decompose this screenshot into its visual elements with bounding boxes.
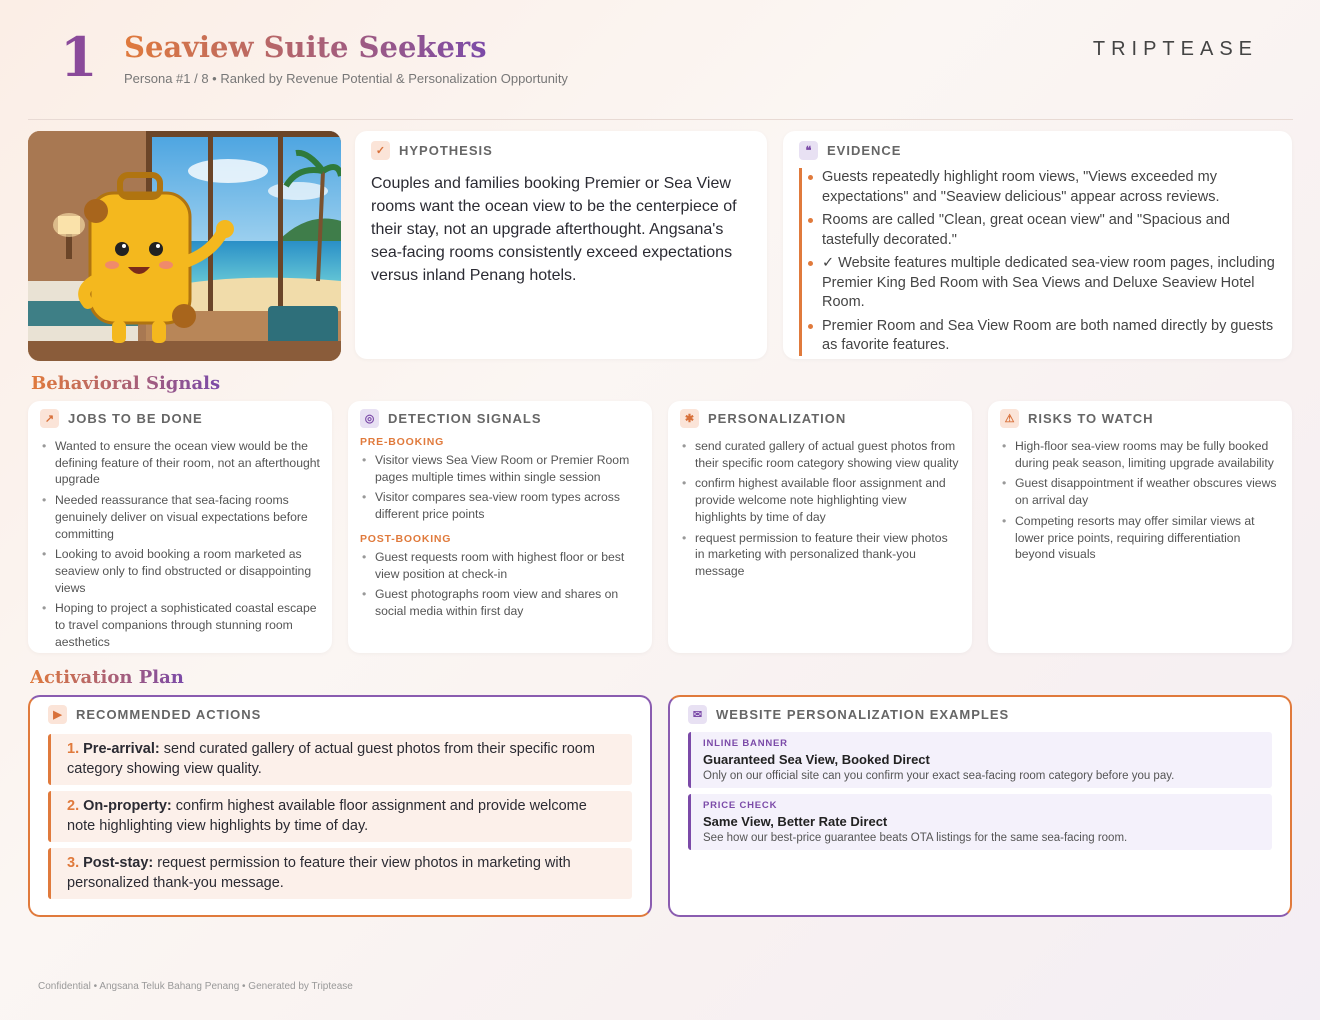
trend-arrow-icon: ↗ [40, 409, 59, 428]
examples-header [688, 705, 1272, 724]
list-item: • Visitor compares sea-view room types across different price points [360, 489, 640, 522]
recommended-actions-card [28, 695, 652, 917]
example-tag: PRICE CHECK [703, 800, 778, 811]
brand-logo: TRIPTEASE [1092, 38, 1258, 60]
persona-illustration [28, 131, 341, 361]
action-lead: On-property: [83, 798, 172, 814]
evidence-item: ✓ Website features multiple dedicated sea-view room pages, including Premier King Bed Room with Sea Views and Deluxe Seaview Hotel Room. [822, 254, 1276, 313]
hypothesis-header [371, 141, 751, 160]
evidence-item: Premier Room and Sea View Room are both named directly by guests as favorite features. [822, 317, 1276, 356]
list-item: • send curated gallery of actual guest photos from their specific room category showing view quality [680, 438, 960, 471]
list-item: • Guest disappointment if weather obscures views on arrival day [1000, 475, 1280, 508]
examples-label: WEBSITE PERSONALIZATION EXAMPLES [716, 707, 1010, 722]
personalization-card [668, 401, 972, 653]
page-header [0, 0, 1320, 120]
risks-list [1000, 438, 1280, 563]
list-item: • Wanted to ensure the ocean view would be the defining feature of their room, not an afterthought upgrade [40, 438, 320, 488]
example-item [688, 794, 1272, 850]
suitcase-mascot-image [28, 131, 341, 361]
header-divider [28, 119, 1293, 120]
hypothesis-label: HYPOTHESIS [399, 143, 493, 158]
example-item [688, 732, 1272, 788]
play-icon: ▶ [48, 705, 67, 724]
pre-booking-list [360, 452, 640, 523]
evidence-card [783, 131, 1292, 359]
jobs-header [40, 409, 320, 428]
risks-card [988, 401, 1292, 653]
example-title: Guaranteed Sea View, Booked Direct [703, 752, 930, 767]
jobs-label: JOBS TO BE DONE [68, 411, 203, 426]
target-icon: ◎ [360, 409, 379, 428]
action-number: 3. [67, 855, 80, 871]
actions-label: RECOMMENDED ACTIONS [76, 707, 262, 722]
action-item [48, 734, 632, 785]
action-text: send curated gallery of actual guest photos from their specific room category showing view quality. [67, 741, 595, 777]
action-text: request permission to feature their view photos in marketing with personalized thank-you message. [67, 855, 571, 891]
evidence-label: EVIDENCE [827, 143, 902, 158]
evidence-item: Rooms are called "Clean, great ocean view" and "Spacious and tastefully decorated." [822, 211, 1276, 250]
action-lead: Post-stay: [83, 855, 154, 871]
list-item: • Visitor views Sea View Room or Premier Room pages multiple times within single session [360, 452, 640, 485]
list-item: • Competing resorts may offer similar views at lower price points, requiring differentiation beyond visuals [1000, 513, 1280, 563]
evidence-list [799, 168, 1276, 356]
persona-title: Seaview Suite Seekers [124, 30, 487, 64]
page-footer: Confidential • Angsana Teluk Bahang Penang • Generated by Triptease [38, 981, 353, 992]
jobs-list [40, 438, 320, 650]
behavioral-signals-title: Behavioral Signals [31, 373, 221, 394]
action-item [48, 848, 632, 899]
personalization-label: PERSONALIZATION [708, 411, 847, 426]
list-item: • High-floor sea-view rooms may be fully booked during peak season, limiting upgrade availability [1000, 438, 1280, 471]
quote-icon: ❝ [799, 141, 818, 160]
action-item [48, 791, 632, 842]
risks-label: RISKS TO WATCH [1028, 411, 1154, 426]
website-examples-card [668, 695, 1292, 917]
list-item: • Needed reassurance that sea-facing rooms genuinely deliver on visual expectations before committing [40, 492, 320, 542]
personalization-header [680, 409, 960, 428]
example-desc: Only on our official site can you confirm your exact sea-facing room category before you pay. [703, 770, 1175, 782]
post-booking-label: POST-BOOKING [360, 532, 452, 545]
warning-icon: ⚠ [1000, 409, 1019, 428]
action-number: 2. [67, 798, 80, 814]
check-icon: ✓ [371, 141, 390, 160]
action-text: confirm highest available floor assignment and provide welcome note highlighting view highlights by time of day. [67, 798, 587, 834]
activation-plan-title: Activation Plan [30, 667, 184, 688]
action-number: 1. [67, 741, 80, 757]
example-tag: INLINE BANNER [703, 738, 788, 749]
risks-header [1000, 409, 1280, 428]
actions-list [48, 734, 632, 899]
example-desc: See how our best-price guarantee beats OTA listings for the same sea-facing room. [703, 832, 1128, 844]
examples-list [688, 732, 1272, 850]
list-item: • Guest requests room with highest floor or best view position at check-in [360, 549, 640, 582]
post-booking-list [360, 549, 640, 620]
persona-subtitle: Persona #1 / 8 • Ranked by Revenue Potential & Personalization Opportunity [124, 71, 568, 86]
personalization-list [680, 438, 960, 580]
list-item: • request permission to feature their view photos in marketing with personalized thank-you message [680, 530, 960, 580]
list-item: • confirm highest available floor assignment and provide welcome note highlighting view highlights by time of day [680, 475, 960, 525]
jobs-card [28, 401, 332, 653]
list-item: • Looking to avoid booking a room marketed as seaview only to find obstructed or disappointing views [40, 546, 320, 596]
action-lead: Pre-arrival: [83, 741, 160, 757]
detection-label: DETECTION SIGNALS [388, 411, 542, 426]
hypothesis-card [355, 131, 767, 359]
hypothesis-text: Couples and families booking Premier or Sea View rooms want the ocean view to be the centerpiece of their stay, not an upgrade afterthought. Angsana's sea-facing rooms consistently exceed expectations versus inland Penang hotels. [371, 175, 737, 284]
evidence-header [799, 141, 1276, 160]
mail-icon: ✉ [688, 705, 707, 724]
list-item: • Hoping to project a sophisticated coastal escape to travel companions through stunning room aesthetics [40, 600, 320, 650]
list-item: • Guest photographs room view and shares on social media within first day [360, 586, 640, 619]
detection-header [360, 409, 640, 428]
evidence-item: Guests repeatedly highlight room views, "Views exceeded my expectations" and "Seaview delicious" appear across reviews. [822, 168, 1276, 207]
sparkle-icon: ✱ [680, 409, 699, 428]
actions-header [48, 705, 632, 724]
detection-card [348, 401, 652, 653]
pre-booking-label: PRE-BOOKING [360, 436, 445, 448]
example-title: Same View, Better Rate Direct [703, 814, 888, 829]
persona-rank: 1 [60, 25, 98, 89]
